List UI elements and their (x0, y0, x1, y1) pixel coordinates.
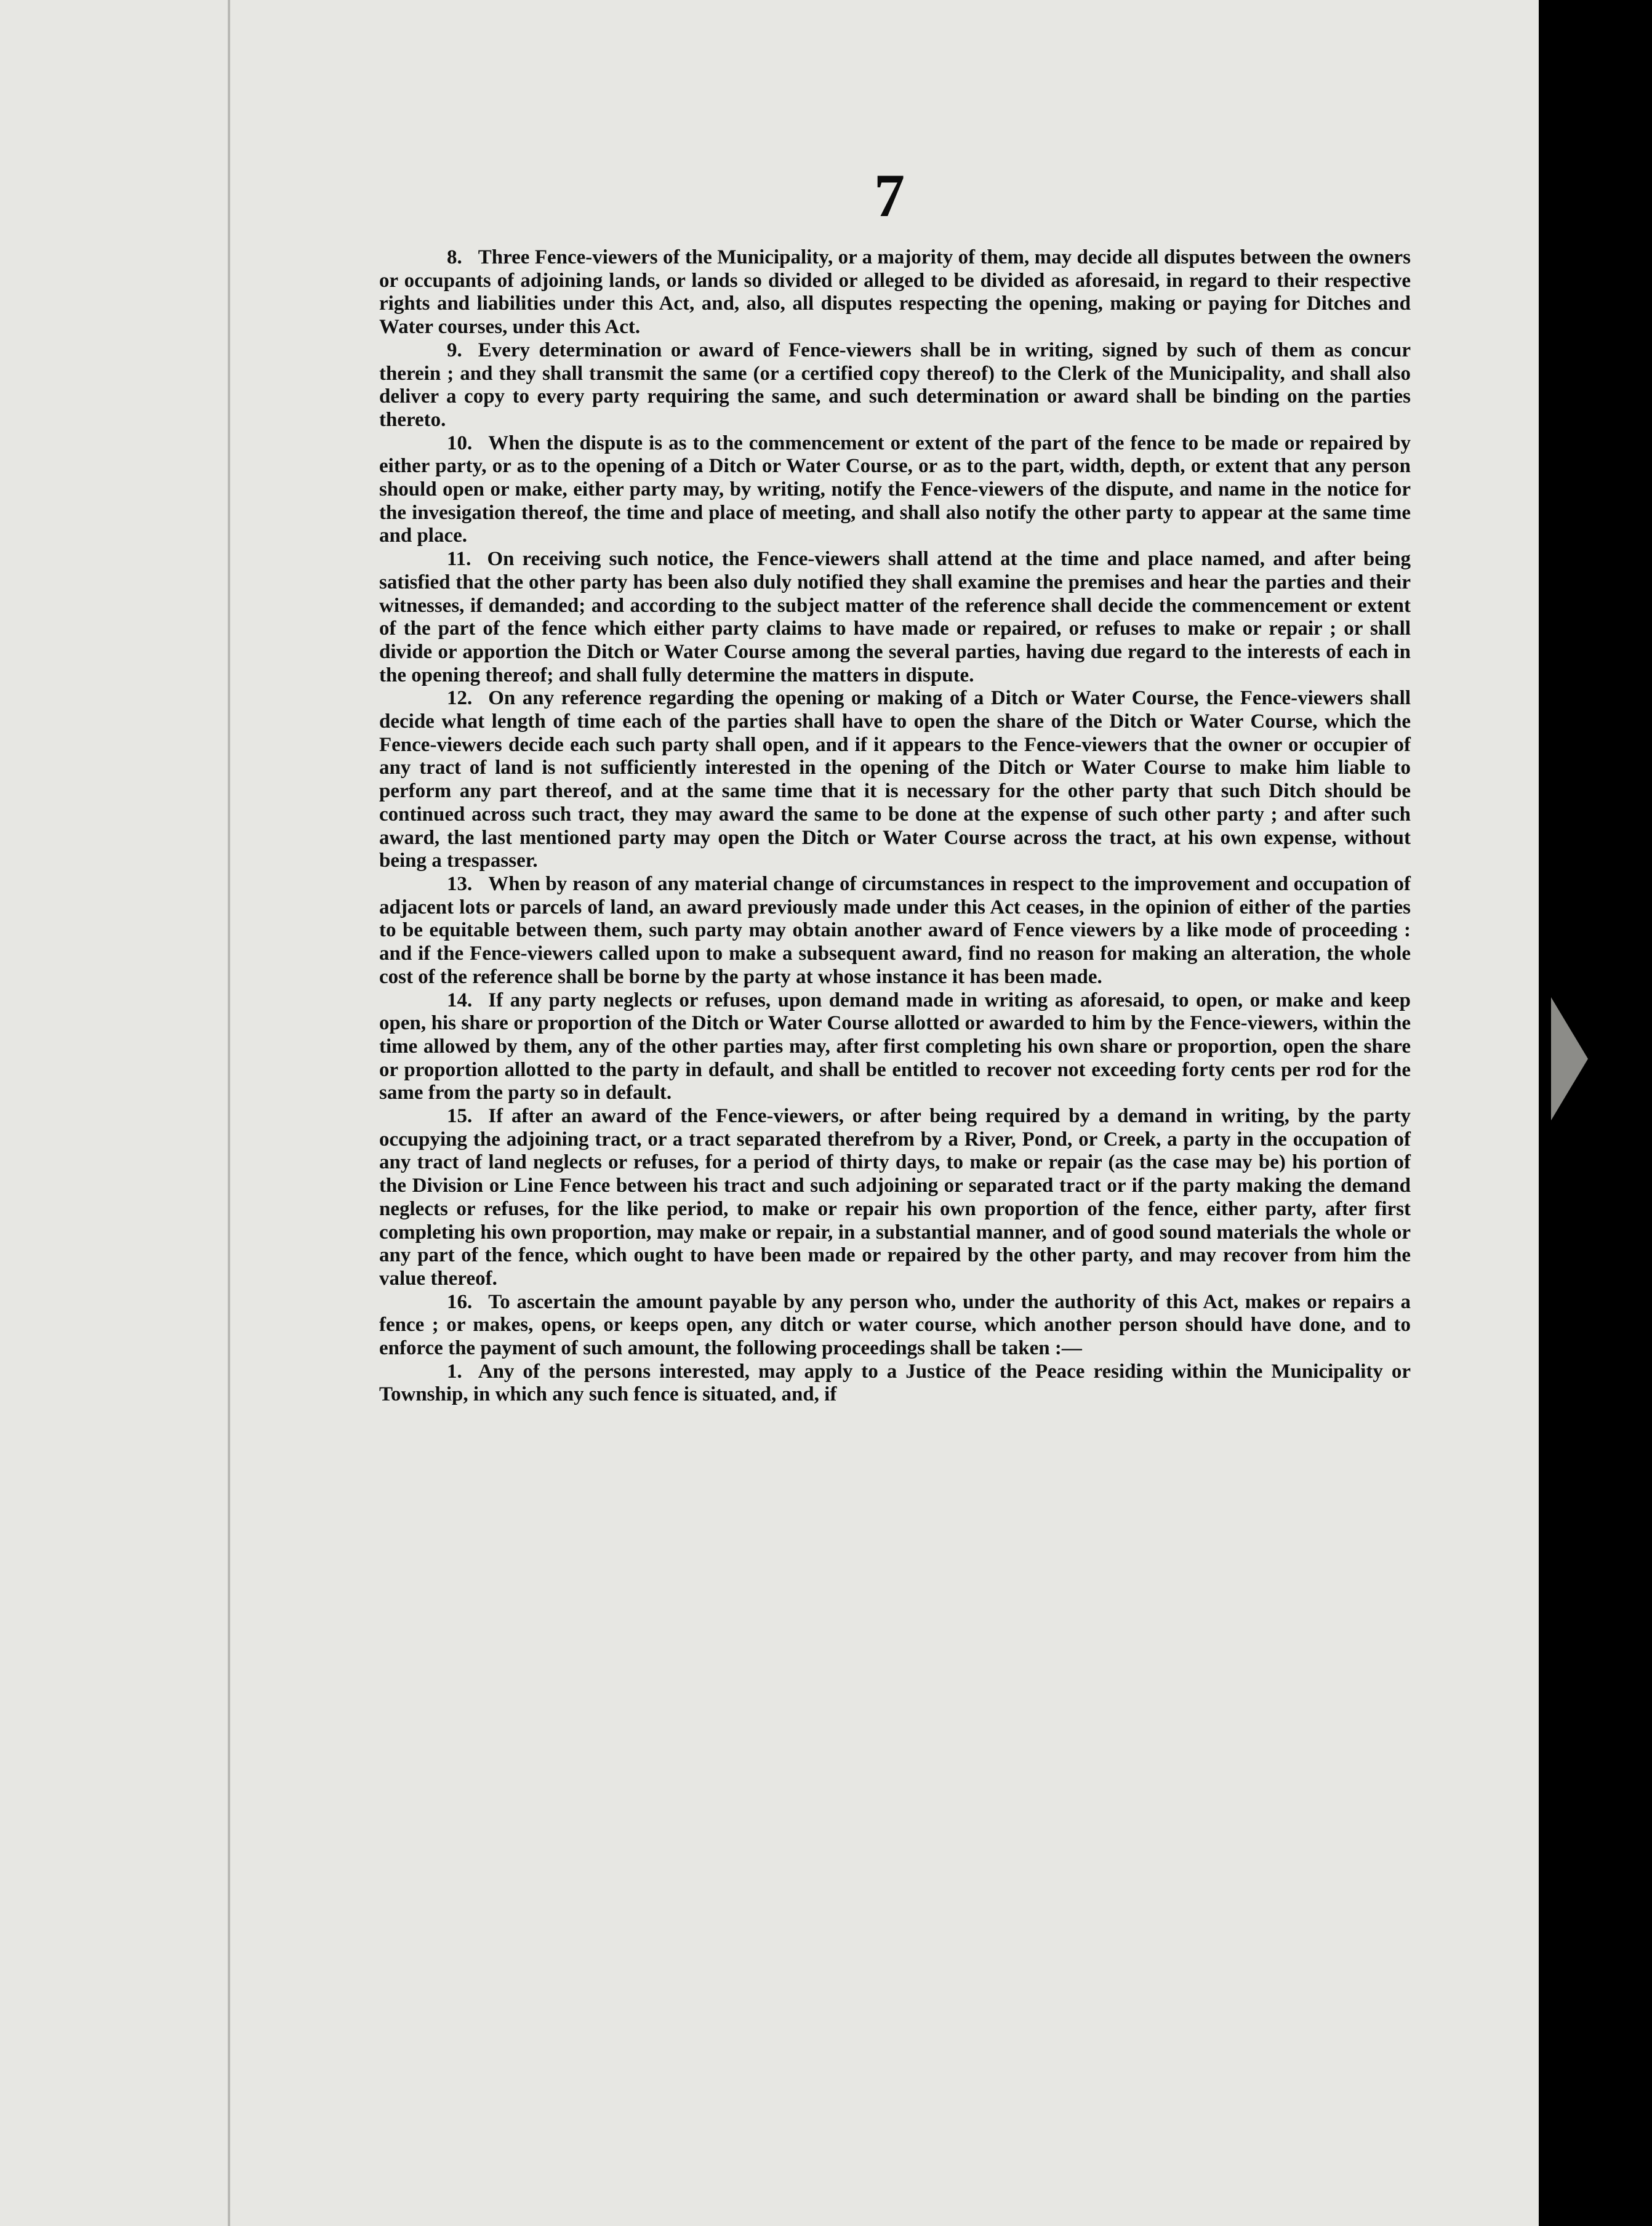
section-text: If any party neglects or refuses, upon demand made in writing as aforesaid, to open, or make and keep open, his share or proportion of the Ditch or Water Course allotted or awarded to him by the Fence-viewers, within the time allowed by them, any of the other parties may, after first completing his own share or proportion, open the share or proportion allotted to the party in default, and shall be entitled to recover not exceeding forty cents per rod for the same from the party so in default. (379, 989, 1411, 1104)
section-paragraph (379, 1291, 1411, 1360)
section-number: 10. (447, 432, 473, 454)
section-paragraph (379, 339, 1411, 432)
section-text: Any of the persons interested, may apply to a Justice of the Peace residing within the Municipality or Township, in which any such fence is situated, and, if (379, 1360, 1411, 1406)
section-number: 11. (447, 548, 471, 571)
section-number: 13. (447, 872, 473, 895)
section-number: 15. (447, 1105, 473, 1128)
section-number: 9. (447, 339, 462, 361)
section-paragraph (379, 873, 1411, 989)
section-number: 12. (447, 687, 473, 710)
page-number: 7 (874, 161, 905, 230)
body-text (379, 246, 1411, 1407)
page-curl (1551, 997, 1588, 1120)
section-paragraph (379, 246, 1411, 339)
section-text: On receiving such notice, the Fence-viewers shall attend at the time and place named, and after being satisfied that the other party has been also duly notified they shall examine the premises and hear the parties and their witnesses, if demanded; and according to the subject matter of the reference shall decide the commencement or extent of the part of the fence which either party claims to have made or repaired, or refuses to make or repair ; or shall divide or apportion the Ditch or Water Course among the several parties, having due regard to the interests of each in the opening thereof; and shall fully determine the matters in dispute. (379, 548, 1411, 686)
section-text: When by reason of any material change of circumstances in respect to the improvement and occupation of adjacent lots or parcels of land, an award previously made under this Act ceases, in the opinion of either of the parties to be equitable between them, such party may obtain another award of Fence viewers by a like mode of proceeding : and if the Fence-viewers called upon to make a subsequent award, find no reason for making an alteration, the whole cost of the reference shall be borne by the party at whose instance it has been made. (379, 872, 1411, 988)
section-text: Every determination or award of Fence-viewers shall be in writing, signed by such of them as concur therein ; and they shall transmit the same (or a certified copy thereof) to the Clerk of the Municipality, and shall also deliver a copy to every party requiring the same, and such determination or award shall be binding on the parties thereto. (379, 339, 1411, 431)
section-number: 14. (447, 989, 473, 1011)
section-text: Three Fence-viewers of the Municipality, or a majority of them, may decide all disputes between the owners or occupants of adjoining lands, or lands so divided or alleged to be divided as aforesaid, in regard to their respective rights and liabilities under this Act, and, also, all disputes respecting the opening, making or paying for Ditches and Water courses, under this Act. (379, 246, 1411, 339)
section-number: 1. (447, 1360, 462, 1383)
section-paragraph (379, 1105, 1411, 1291)
section-paragraph (379, 1360, 1411, 1407)
page-fold-line (228, 0, 230, 2226)
section-paragraph (379, 989, 1411, 1106)
section-number: 8. (447, 246, 462, 268)
section-text: When the dispute is as to the commencement or extent of the part of the fence to be made or repaired by either party, or as to the opening of a Ditch or Water Course, or as to the part, width, depth, or extent that any person should open or make, either party may, by writing, notify the Fence-viewers of the dispute, and name in the notice for the invesigation thereof, the time and place of meeting, and shall also notify the other party to appear at the same time and place. (379, 432, 1411, 547)
section-paragraph (379, 687, 1411, 873)
section-text: If after an award of the Fence-viewers, or after being required by a demand in writing, by the party occupying the adjoining tract, or a tract separated therefrom by a River, Pond, or Creek, a party in the occupation of any tract of land neglects or refuses, for a period of thirty days, to make or repair (as the case may be) his portion of the Division or Line Fence between his tract and such adjoining or separated tract or if the party making the demand neglects or refuses, for the like period, to make or repair his own proportion of the fence, either party, after first completing his own proportion, may make or repair, in a substantial manner, and of good sound materials the whole or any part of the fence, which ought to have been made or repaired by the other party, and may recover from him the value thereof. (379, 1105, 1411, 1290)
section-paragraph (379, 432, 1411, 548)
section-paragraph (379, 548, 1411, 687)
section-text: On any reference regarding the opening or making of a Ditch or Water Course, the Fence-viewers shall decide what length of time each of the parties shall have to open the share of the Ditch or Water Course, which the Fence-viewers decide each such party shall open, and if it appears to the Fence-viewers that the owner or occupier of any tract of land is not sufficiently interested in the opening of the Ditch or Water Course to make him liable to perform any part thereof, and at the same time that it is necessary for the other party that such Ditch should be continued across such tract, they may award the same to be done at the expense of such other party ; and after such award, the last mentioned party may open the Ditch or Water Course across the tract, at his own expense, without being a trespasser. (379, 687, 1411, 872)
section-text: To ascertain the amount payable by any person who, under the authority of this Act, makes or repairs a fence ; or makes, opens, or keeps open, any ditch or water course, which another person should have done, and to enforce the payment of such amount, the following proceedings shall be taken :— (379, 1290, 1411, 1360)
section-number: 16. (447, 1290, 473, 1313)
